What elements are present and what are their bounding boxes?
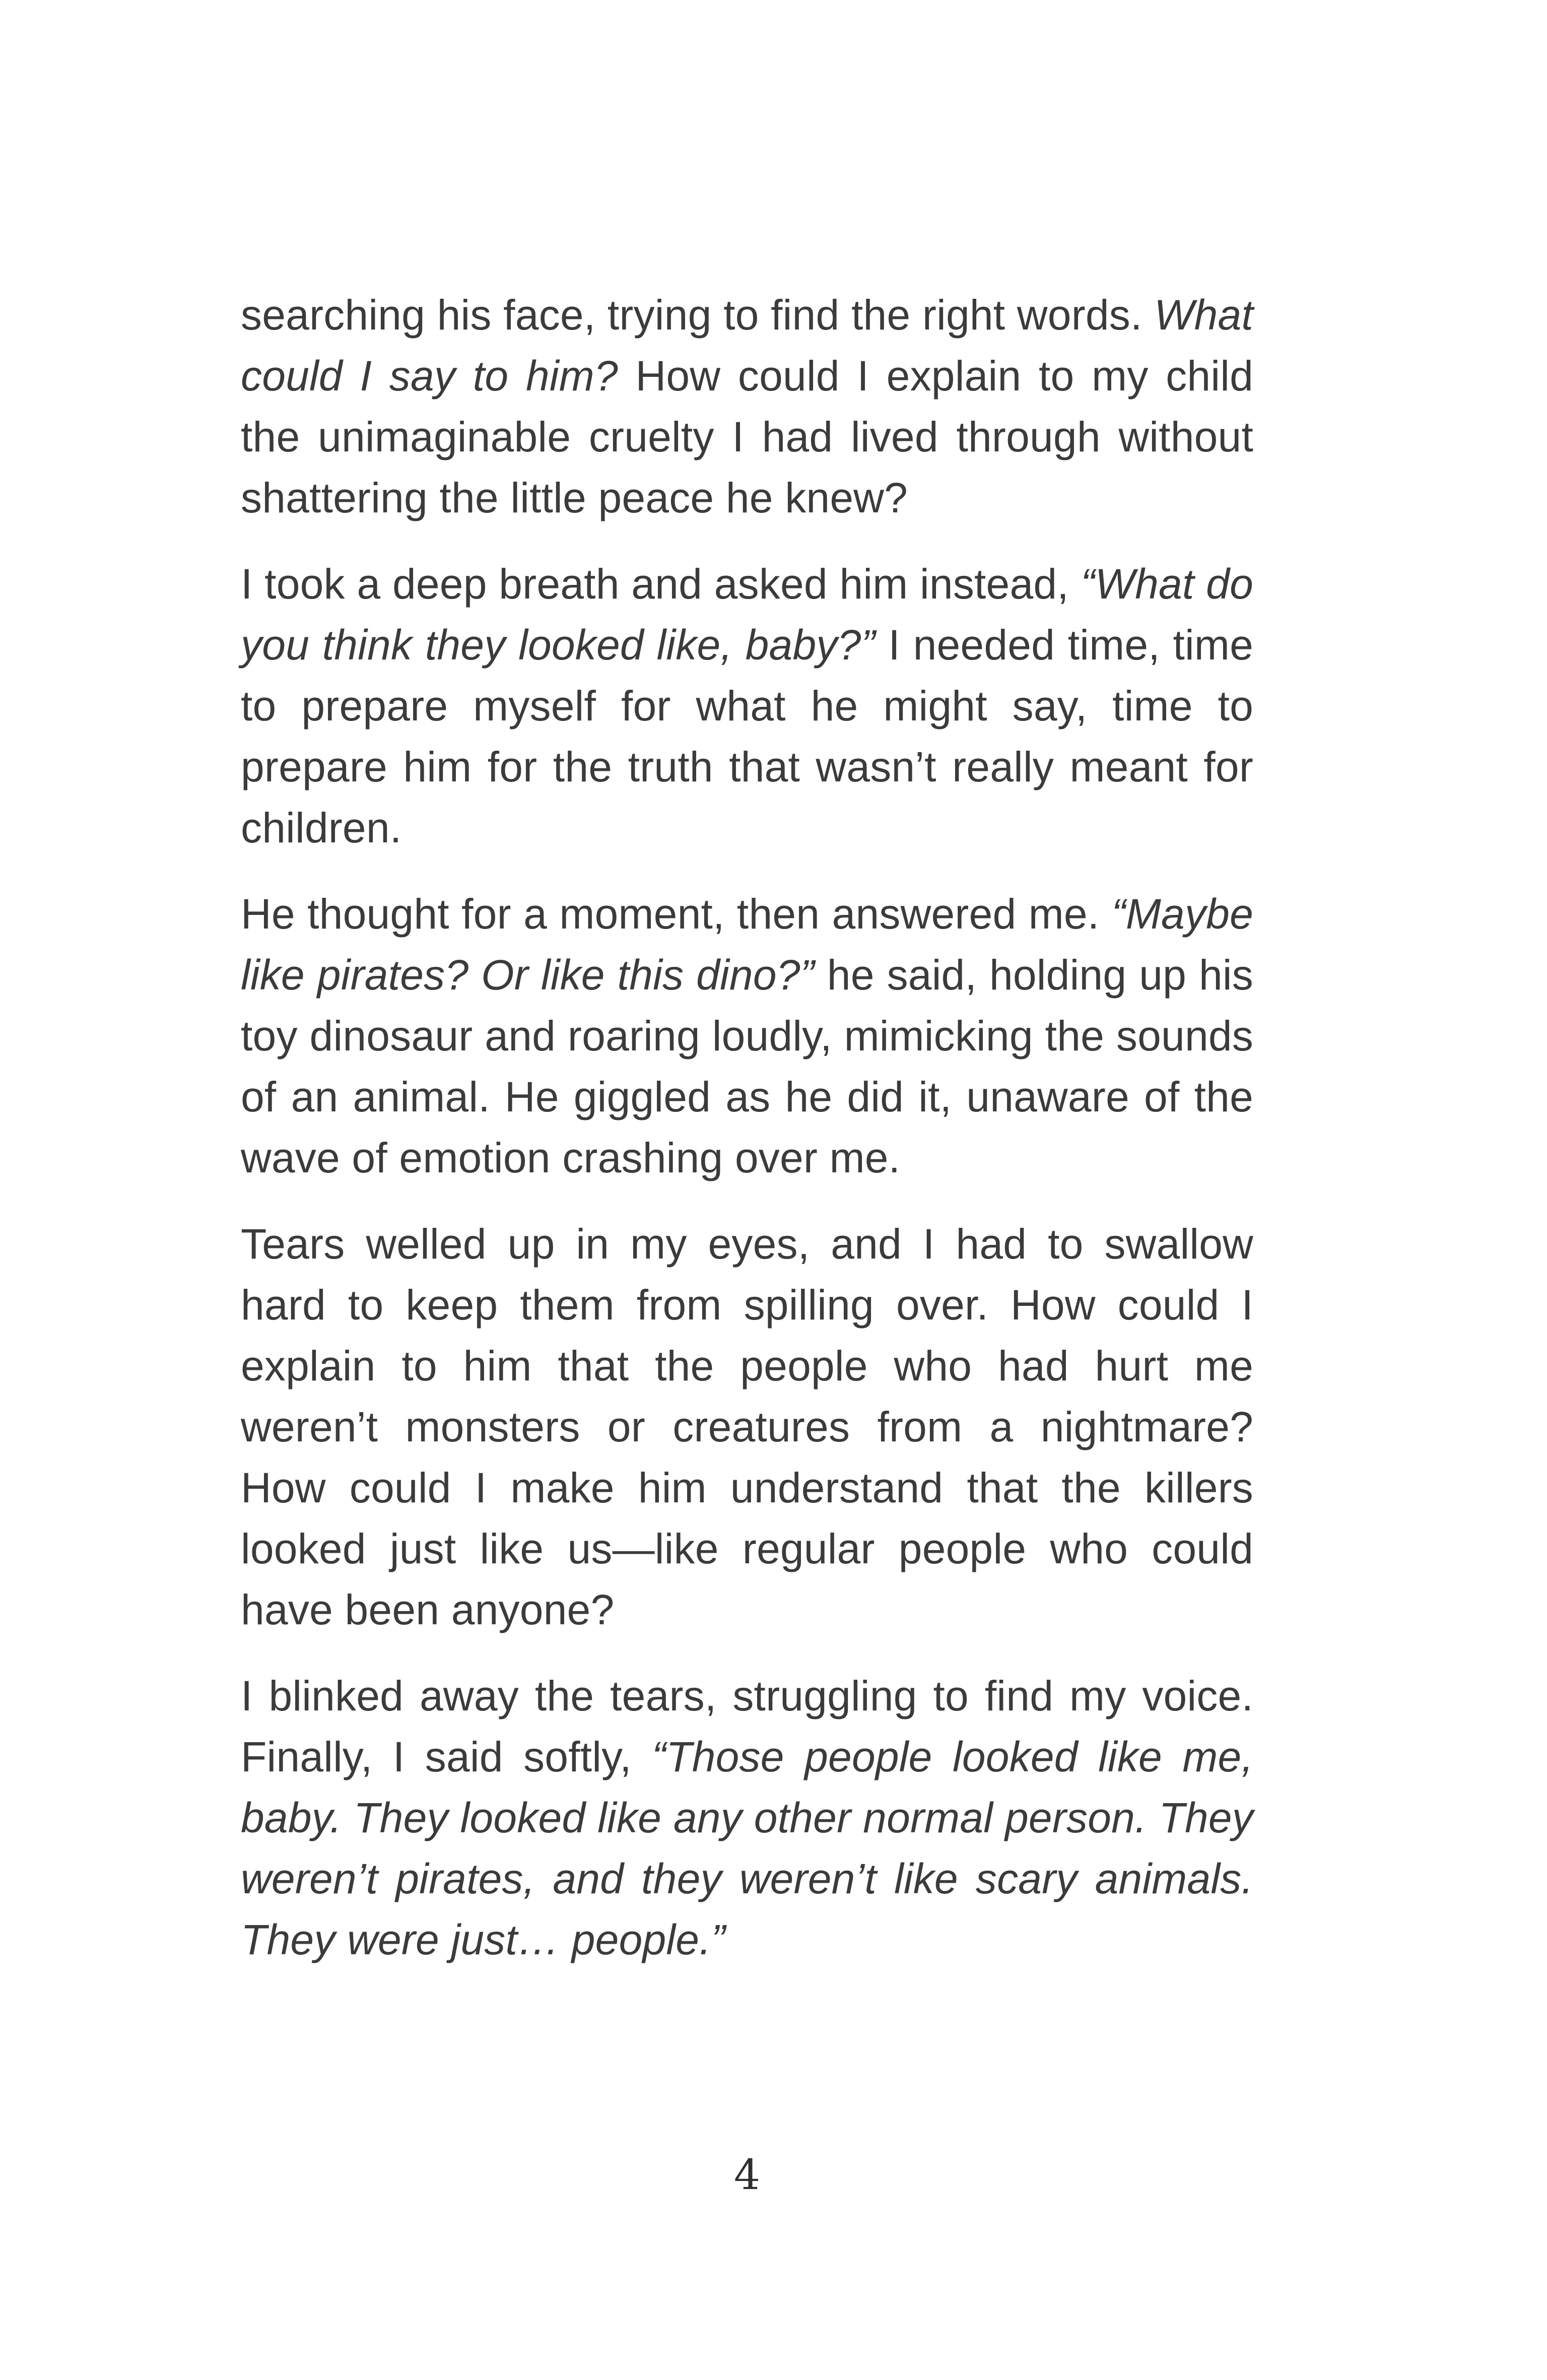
body-text: he said, holding up his toy dinosaur and roaring loudly, mimicking the sounds of an animal. He giggled as he did it, unaware of the wave of emotion crashing over me.: [241, 951, 1253, 1181]
body-text: How could I explain to my child the unimaginable cruelty I had lived through without shattering the little peace he knew?: [241, 352, 1253, 521]
body-text: He thought for a moment, then answered me.: [241, 890, 1112, 938]
paragraph-5: [241, 1666, 1253, 1970]
paragraph-4: [241, 1214, 1253, 1640]
italic-text: “What do you think they looked like, baby?”: [241, 560, 1253, 669]
italic-text: What could I say to him?: [241, 291, 1253, 400]
page-body: [241, 285, 1253, 1970]
italic-text: “Those people looked like me, baby. They looked like any other normal person. They weren’t pirates, and they weren’t like scary animals. They were just… people.”: [241, 1733, 1253, 1963]
body-text: I blinked away the tears, struggling to find my voice. Finally, I said softly,: [241, 1672, 1253, 1780]
body-text: I needed time, time to prepare myself for what he might say, time to prepare him for the truth that wasn’t really meant for children.: [241, 621, 1253, 851]
paragraph-2: [241, 554, 1253, 858]
body-text: Tears welled up in my eyes, and I had to swallow hard to keep them from spilling over. How could I explain to him that the people who had hurt me weren’t monsters or creatures from a nightmare? How could I make him understand that the killers looked just like us—like regular people who could have been anyone?: [241, 1220, 1253, 1633]
page-number: 4: [733, 2151, 761, 2199]
body-text: searching his face, trying to find the right words.: [241, 291, 1155, 339]
italic-text: “Maybe like pirates? Or like this dino?”: [241, 890, 1253, 999]
body-text: I took a deep breath and asked him instead,: [241, 560, 1081, 608]
paragraph-1: [241, 285, 1253, 528]
paragraph-3: [241, 884, 1253, 1188]
